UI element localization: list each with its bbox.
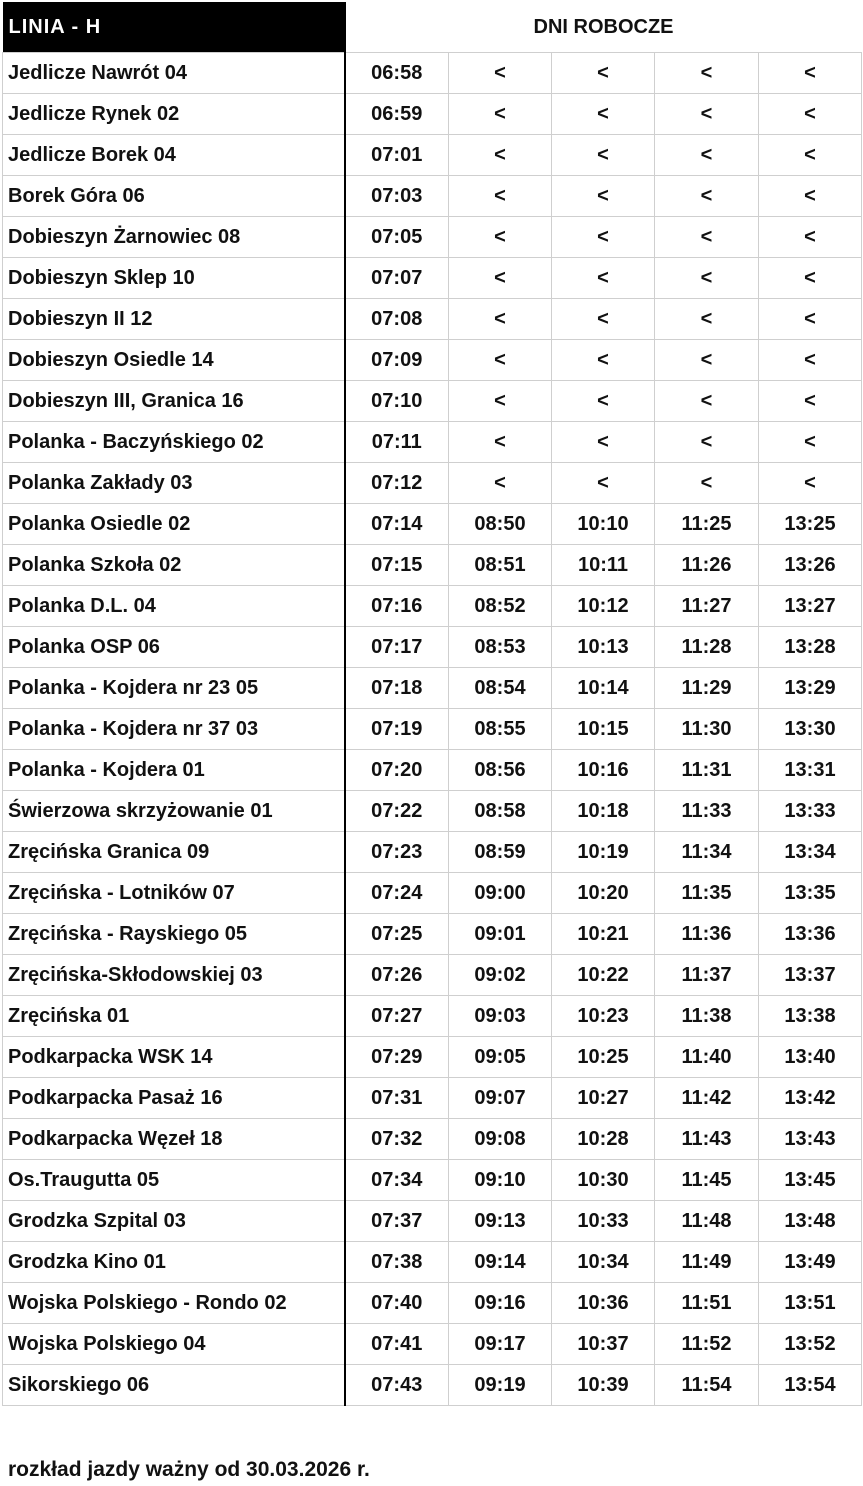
departure-time: 07:43 — [345, 1365, 449, 1406]
stop-name: Polanka - Baczyńskiego 02 — [3, 422, 345, 463]
departure-time: 10:22 — [552, 955, 655, 996]
departure-time: 07:27 — [345, 996, 449, 1037]
departure-time: 13:48 — [759, 1201, 862, 1242]
departure-time: < — [449, 422, 552, 463]
departure-time: 07:25 — [345, 914, 449, 955]
departure-time: < — [449, 53, 552, 94]
departure-time: < — [655, 299, 759, 340]
departure-time: < — [552, 94, 655, 135]
departure-time: 09:14 — [449, 1242, 552, 1283]
departure-time: 08:50 — [449, 504, 552, 545]
timetable — [2, 2, 862, 1406]
timetable-row — [3, 996, 862, 1037]
departure-time: 10:33 — [552, 1201, 655, 1242]
departure-time: < — [552, 217, 655, 258]
departure-time: 11:29 — [655, 668, 759, 709]
departure-time: 11:27 — [655, 586, 759, 627]
departure-time: 07:17 — [345, 627, 449, 668]
departure-time: < — [449, 463, 552, 504]
departure-time: 10:27 — [552, 1078, 655, 1119]
departure-time: 09:01 — [449, 914, 552, 955]
departure-time: 10:25 — [552, 1037, 655, 1078]
departure-time: 13:35 — [759, 873, 862, 914]
departure-time: < — [655, 94, 759, 135]
departure-time: < — [655, 258, 759, 299]
departure-time: 10:10 — [552, 504, 655, 545]
stop-name: Podkarpacka Węzeł 18 — [3, 1119, 345, 1160]
stop-name: Polanka Szkoła 02 — [3, 545, 345, 586]
departure-time: 09:13 — [449, 1201, 552, 1242]
departure-time: 11:31 — [655, 750, 759, 791]
departure-time: 07:12 — [345, 463, 449, 504]
timetable-row — [3, 1365, 862, 1406]
departure-time: 11:34 — [655, 832, 759, 873]
departure-time: 10:16 — [552, 750, 655, 791]
departure-time: 07:29 — [345, 1037, 449, 1078]
stop-name: Polanka - Kojdera nr 23 05 — [3, 668, 345, 709]
stop-name: Dobieszyn Sklep 10 — [3, 258, 345, 299]
departure-time: 10:37 — [552, 1324, 655, 1365]
departure-time: 10:15 — [552, 709, 655, 750]
timetable-row — [3, 1201, 862, 1242]
departure-time: 09:16 — [449, 1283, 552, 1324]
departure-time: 13:37 — [759, 955, 862, 996]
departure-time: 07:11 — [345, 422, 449, 463]
departure-time: < — [759, 176, 862, 217]
departure-time: 07:16 — [345, 586, 449, 627]
stop-name: Jedlicze Nawrót 04 — [3, 53, 345, 94]
departure-time: 08:58 — [449, 791, 552, 832]
departure-time: 13:54 — [759, 1365, 862, 1406]
departure-time: 10:30 — [552, 1160, 655, 1201]
departure-time: 13:29 — [759, 668, 862, 709]
departure-time: 08:52 — [449, 586, 552, 627]
timetable-row — [3, 1119, 862, 1160]
departure-time: 09:08 — [449, 1119, 552, 1160]
stop-name: Jedlicze Borek 04 — [3, 135, 345, 176]
departure-time: 11:28 — [655, 627, 759, 668]
departure-time: 07:18 — [345, 668, 449, 709]
departure-time: < — [759, 299, 862, 340]
departure-time: 13:40 — [759, 1037, 862, 1078]
departure-time: < — [759, 135, 862, 176]
departure-time: 11:42 — [655, 1078, 759, 1119]
departure-time: 07:37 — [345, 1201, 449, 1242]
departure-time: 10:39 — [552, 1365, 655, 1406]
header-row — [3, 2, 862, 53]
departure-time: 13:26 — [759, 545, 862, 586]
departure-time: < — [552, 258, 655, 299]
timetable-row — [3, 914, 862, 955]
departure-time: < — [552, 422, 655, 463]
timetable-row — [3, 1160, 862, 1201]
departure-time: 11:38 — [655, 996, 759, 1037]
stop-name: Zręcińska 01 — [3, 996, 345, 1037]
departure-time: 11:40 — [655, 1037, 759, 1078]
departure-time: 11:36 — [655, 914, 759, 955]
departure-time: < — [552, 463, 655, 504]
departure-time: 08:59 — [449, 832, 552, 873]
timetable-row — [3, 873, 862, 914]
departure-time: < — [552, 176, 655, 217]
timetable-row — [3, 463, 862, 504]
timetable-row — [3, 1078, 862, 1119]
departure-time: 13:28 — [759, 627, 862, 668]
departure-time: 09:07 — [449, 1078, 552, 1119]
departure-time: 11:25 — [655, 504, 759, 545]
timetable-row — [3, 340, 862, 381]
timetable-row — [3, 217, 862, 258]
departure-time: 11:54 — [655, 1365, 759, 1406]
stop-name: Polanka D.L. 04 — [3, 586, 345, 627]
stop-name: Polanka OSP 06 — [3, 627, 345, 668]
departure-time: < — [655, 176, 759, 217]
departure-time: < — [655, 217, 759, 258]
departure-time: < — [655, 381, 759, 422]
departure-time: < — [449, 340, 552, 381]
departure-time: 06:58 — [345, 53, 449, 94]
departure-time: 13:33 — [759, 791, 862, 832]
stop-name: Wojska Polskiego 04 — [3, 1324, 345, 1365]
departure-time: 10:13 — [552, 627, 655, 668]
departure-time: 07:01 — [345, 135, 449, 176]
timetable-row — [3, 1324, 862, 1365]
departure-time: 11:45 — [655, 1160, 759, 1201]
departure-time: 09:19 — [449, 1365, 552, 1406]
departure-time: < — [449, 258, 552, 299]
stop-name: Podkarpacka Pasaż 16 — [3, 1078, 345, 1119]
departure-time: < — [759, 53, 862, 94]
departure-time: 09:00 — [449, 873, 552, 914]
departure-time: 11:33 — [655, 791, 759, 832]
departure-time: 13:42 — [759, 1078, 862, 1119]
departure-time: < — [449, 135, 552, 176]
timetable-row — [3, 750, 862, 791]
departure-time: 11:37 — [655, 955, 759, 996]
timetable-row — [3, 258, 862, 299]
departure-time: < — [552, 381, 655, 422]
departure-time: 09:03 — [449, 996, 552, 1037]
stop-name: Dobieszyn III, Granica 16 — [3, 381, 345, 422]
departure-time: 11:48 — [655, 1201, 759, 1242]
departure-time: < — [759, 422, 862, 463]
departure-time: 07:19 — [345, 709, 449, 750]
departure-time: < — [552, 299, 655, 340]
line-title: LINIA - H — [3, 2, 345, 53]
validity-note: rozkład jazdy ważny od 30.03.2026 r. — [8, 1458, 370, 1481]
stop-name: Zręcińska-Skłodowskiej 03 — [3, 955, 345, 996]
timetable-row — [3, 791, 862, 832]
departure-time: < — [759, 340, 862, 381]
stop-name: Dobieszyn Osiedle 14 — [3, 340, 345, 381]
departure-time: < — [759, 217, 862, 258]
departure-time: 08:51 — [449, 545, 552, 586]
departure-time: 10:12 — [552, 586, 655, 627]
day-type-label: DNI ROBOCZE — [345, 2, 862, 53]
timetable-row — [3, 832, 862, 873]
departure-time: < — [655, 53, 759, 94]
departure-time: 10:14 — [552, 668, 655, 709]
departure-time: 13:34 — [759, 832, 862, 873]
timetable-row — [3, 176, 862, 217]
departure-time: < — [759, 463, 862, 504]
departure-time: < — [552, 135, 655, 176]
departure-time: 10:19 — [552, 832, 655, 873]
departure-time: 08:55 — [449, 709, 552, 750]
timetable-row — [3, 709, 862, 750]
departure-time: 13:38 — [759, 996, 862, 1037]
departure-time: < — [449, 381, 552, 422]
departure-time: 10:20 — [552, 873, 655, 914]
departure-time: 07:10 — [345, 381, 449, 422]
departure-time: 07:40 — [345, 1283, 449, 1324]
stop-name: Grodzka Kino 01 — [3, 1242, 345, 1283]
stop-name: Grodzka Szpital 03 — [3, 1201, 345, 1242]
departure-time: 07:38 — [345, 1242, 449, 1283]
stop-name: Os.Traugutta 05 — [3, 1160, 345, 1201]
departure-time: 13:36 — [759, 914, 862, 955]
timetable-row — [3, 586, 862, 627]
departure-time: 07:34 — [345, 1160, 449, 1201]
departure-time: 11:30 — [655, 709, 759, 750]
stop-name: Polanka - Kojdera nr 37 03 — [3, 709, 345, 750]
timetable-row — [3, 955, 862, 996]
departure-time: < — [655, 340, 759, 381]
departure-time: 10:34 — [552, 1242, 655, 1283]
stop-name: Podkarpacka WSK 14 — [3, 1037, 345, 1078]
departure-time: 06:59 — [345, 94, 449, 135]
departure-time: < — [655, 135, 759, 176]
stop-name: Borek Góra 06 — [3, 176, 345, 217]
departure-time: 10:36 — [552, 1283, 655, 1324]
departure-time: 13:30 — [759, 709, 862, 750]
departure-time: < — [449, 94, 552, 135]
departure-time: 10:18 — [552, 791, 655, 832]
departure-time: < — [759, 258, 862, 299]
timetable-row — [3, 1283, 862, 1324]
stop-name: Świerzowa skrzyżowanie 01 — [3, 791, 345, 832]
stop-name: Wojska Polskiego - Rondo 02 — [3, 1283, 345, 1324]
departure-time: 08:54 — [449, 668, 552, 709]
departure-time: 07:09 — [345, 340, 449, 381]
departure-time: 07:32 — [345, 1119, 449, 1160]
stop-name: Polanka Zakłady 03 — [3, 463, 345, 504]
timetable-row — [3, 1037, 862, 1078]
departure-time: 07:08 — [345, 299, 449, 340]
departure-time: 11:35 — [655, 873, 759, 914]
departure-time: 07:24 — [345, 873, 449, 914]
departure-time: 07:26 — [345, 955, 449, 996]
departure-time: 07:41 — [345, 1324, 449, 1365]
departure-time: 13:45 — [759, 1160, 862, 1201]
departure-time: 07:07 — [345, 258, 449, 299]
stop-name: Zręcińska Granica 09 — [3, 832, 345, 873]
departure-time: 07:31 — [345, 1078, 449, 1119]
departure-time: 08:53 — [449, 627, 552, 668]
departure-time: 11:26 — [655, 545, 759, 586]
departure-time: 07:15 — [345, 545, 449, 586]
timetable-row — [3, 1242, 862, 1283]
departure-time: 07:20 — [345, 750, 449, 791]
stop-name: Polanka - Kojdera 01 — [3, 750, 345, 791]
departure-time: 09:05 — [449, 1037, 552, 1078]
timetable-row — [3, 627, 862, 668]
timetable-row — [3, 135, 862, 176]
departure-time: 11:52 — [655, 1324, 759, 1365]
departure-time: 11:51 — [655, 1283, 759, 1324]
departure-time: < — [449, 176, 552, 217]
departure-time: 10:21 — [552, 914, 655, 955]
departure-time: 09:17 — [449, 1324, 552, 1365]
timetable-row — [3, 668, 862, 709]
timetable-row — [3, 545, 862, 586]
departure-time: 09:10 — [449, 1160, 552, 1201]
departure-time: < — [449, 217, 552, 258]
departure-time: < — [655, 463, 759, 504]
stop-name: Zręcińska - Lotników 07 — [3, 873, 345, 914]
departure-time: 09:02 — [449, 955, 552, 996]
departure-time: < — [552, 340, 655, 381]
departure-time: < — [552, 53, 655, 94]
departure-time: 13:25 — [759, 504, 862, 545]
departure-time: 13:31 — [759, 750, 862, 791]
departure-time: 13:49 — [759, 1242, 862, 1283]
departure-time: 07:14 — [345, 504, 449, 545]
stop-name: Dobieszyn II 12 — [3, 299, 345, 340]
departure-time: 07:03 — [345, 176, 449, 217]
stop-name: Zręcińska - Rayskiego 05 — [3, 914, 345, 955]
departure-time: < — [759, 94, 862, 135]
departure-time: 11:43 — [655, 1119, 759, 1160]
stop-name: Polanka Osiedle 02 — [3, 504, 345, 545]
departure-time: < — [759, 381, 862, 422]
departure-time: 13:52 — [759, 1324, 862, 1365]
departure-time: 13:43 — [759, 1119, 862, 1160]
departure-time: 08:56 — [449, 750, 552, 791]
departure-time: 13:27 — [759, 586, 862, 627]
departure-time: 07:22 — [345, 791, 449, 832]
timetable-row — [3, 94, 862, 135]
timetable-row — [3, 422, 862, 463]
timetable-row — [3, 381, 862, 422]
stop-name: Dobieszyn Żarnowiec 08 — [3, 217, 345, 258]
timetable-row — [3, 299, 862, 340]
departure-time: 13:51 — [759, 1283, 862, 1324]
departure-time: 10:28 — [552, 1119, 655, 1160]
departure-time: 07:23 — [345, 832, 449, 873]
departure-time: < — [449, 299, 552, 340]
departure-time: 10:23 — [552, 996, 655, 1037]
departure-time: < — [655, 422, 759, 463]
timetable-row — [3, 53, 862, 94]
stop-name: Jedlicze Rynek 02 — [3, 94, 345, 135]
departure-time: 10:11 — [552, 545, 655, 586]
timetable-row — [3, 504, 862, 545]
stop-name: Sikorskiego 06 — [3, 1365, 345, 1406]
departure-time: 07:05 — [345, 217, 449, 258]
departure-time: 11:49 — [655, 1242, 759, 1283]
